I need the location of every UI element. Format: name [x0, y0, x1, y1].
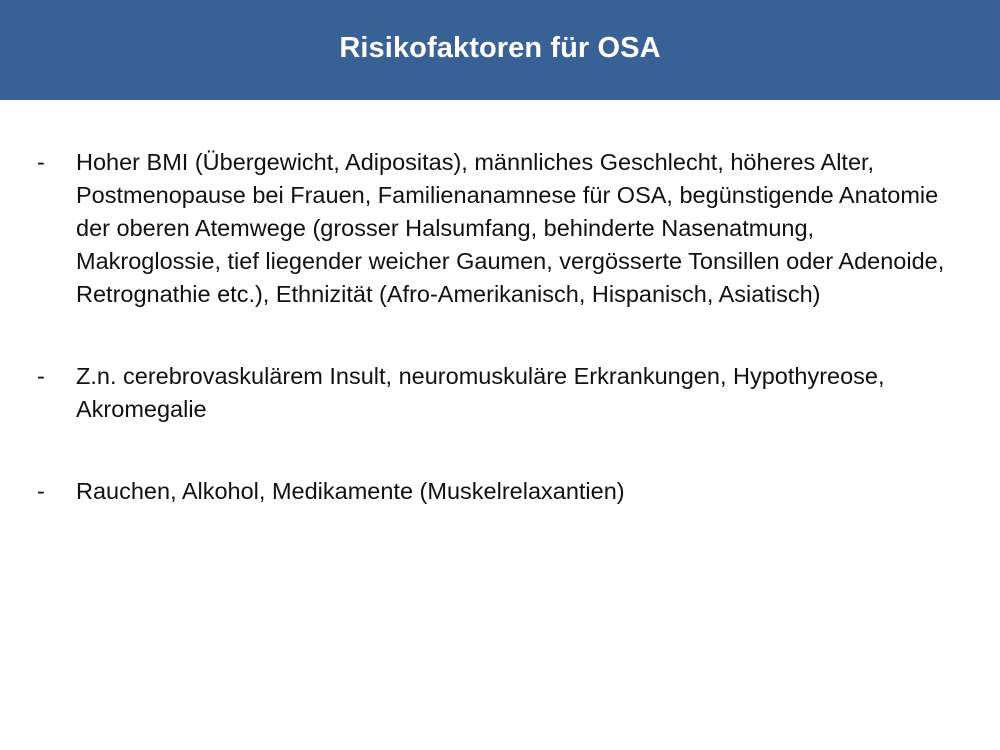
bullet-text: Z.n. cerebrovaskulärem Insult, neuromuskuläre Erkrankungen, Hypothyreose, Akromegalie	[76, 363, 885, 422]
bullet-text: Rauchen, Alkohol, Medikamente (Muskelrelaxantien)	[76, 478, 625, 504]
bullet-item-lifestyle	[0, 475, 1000, 508]
bullet-list	[0, 146, 1000, 508]
bullet-marker: -	[37, 478, 45, 504]
title-bar	[0, 0, 1000, 100]
bullet-text: Hoher BMI (Übergewicht, Adipositas), männliches Geschlecht, höheres Alter, Postmenopause bei Frauen, Familienanamnese für OSA, begünstigende Anatomie der oberen Atemwege (grosser Halsumfang, behinderte Nasenatmung, Makroglossie, tief liegender weicher Gaumen, vergösserte Tonsillen oder Adenoide, Retrognathie etc.), Ethnizität (Afro-Amerikanisch, Hispanisch, Asiatisch)	[76, 149, 945, 307]
bullet-item-conditions	[0, 360, 1000, 426]
slide-title: Risikofaktoren für OSA	[339, 31, 661, 64]
bullet-item-risk-factors	[0, 146, 1000, 311]
bullet-marker: -	[37, 149, 45, 175]
bullet-marker: -	[37, 363, 45, 389]
